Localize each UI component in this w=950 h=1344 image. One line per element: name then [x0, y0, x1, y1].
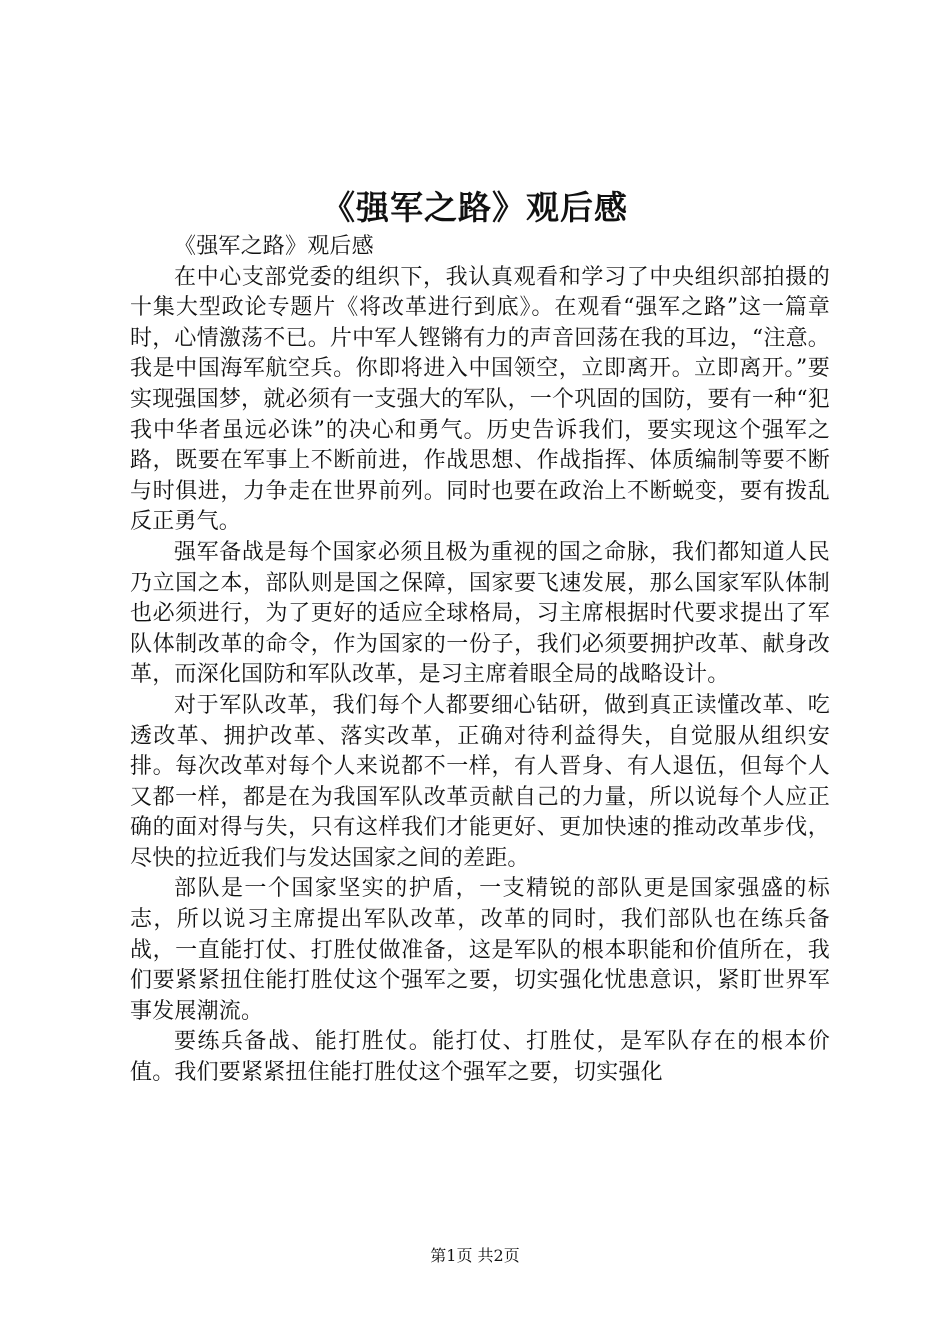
- document-title: 《强军之路》观后感: [322, 188, 628, 227]
- paragraph: 强军备战是每个国家必须且极为重视的国之命脉，我们都知道人民乃立国之本，部队则是国之保障，国家要飞速发展，那么国家军队体制也必须进行，为了更好的适应全球格局，习主席根据时代要求提出了军队体制改革的命令，作为国家的一份子，我们必须要拥护改革、献身改革，而深化国防和军队改革，是习主席着眼全局的战略设计。: [130, 539, 830, 688]
- page-footer: 第1页 共2页: [430, 1246, 520, 1265]
- paragraph: 对于军队改革，我们每个人都要细心钻研，做到真正读懂改革、吃透改革、拥护改革、落实改革，正确对待利益得失，自觉服从组织安排。每次改革对每个人来说都不一样，有人晋身、有人退伍，但每个人又都一样，都是在为我国军队改革贡献自己的力量，所以说每个人应正确的面对得与失，只有这样我们才能更好、更加快速的推动改革步伐，尽快的拉近我们与发达国家之间的差距。: [130, 692, 830, 871]
- document-body: [130, 232, 830, 1089]
- paragraph: 部队是一个国家坚实的护盾，一支精锐的部队更是国家强盛的标志，所以说习主席提出军队改革，改革的同时，我们部队也在练兵备战，一直能打仗、打胜仗做准备，这是军队的根本职能和价值所在，我们要紧紧扭住能打胜仗这个强军之要，切实强化忧患意识，紧盯世界军事发展潮流。: [130, 876, 830, 1024]
- paragraph: 在中心支部党委的组织下，我认真观看和学习了中央组织部拍摄的十集大型政论专题片《将改革进行到底》。在观看“强军之路”这一篇章时，心情激荡不已。片中军人铿锵有力的声音回荡在我的耳边，“注意。我是中国海军航空兵。你即将进入中国领空，立即离开。立即离开。”要实现强国梦，就必须有一支强大的军队，一个巩固的国防，要有一种“犯我中华者虽远必诛”的决心和勇气。历史告诉我们，要实现这个强军之路，既要在军事上不断前进，作战思想、作战指挥、体质编制等要不断与时俱进，力争走在世界前列。同时也要在政治上不断蜕变，要有拨乱反正勇气。: [130, 264, 830, 535]
- paragraph-subtitle: 《强军之路》观后感: [174, 234, 374, 259]
- paragraph: 要练兵备战、能打胜仗。能打仗、打胜仗，是军队存在的根本价值。我们要紧紧扭住能打胜仗这个强军之要，切实强化: [130, 1029, 830, 1086]
